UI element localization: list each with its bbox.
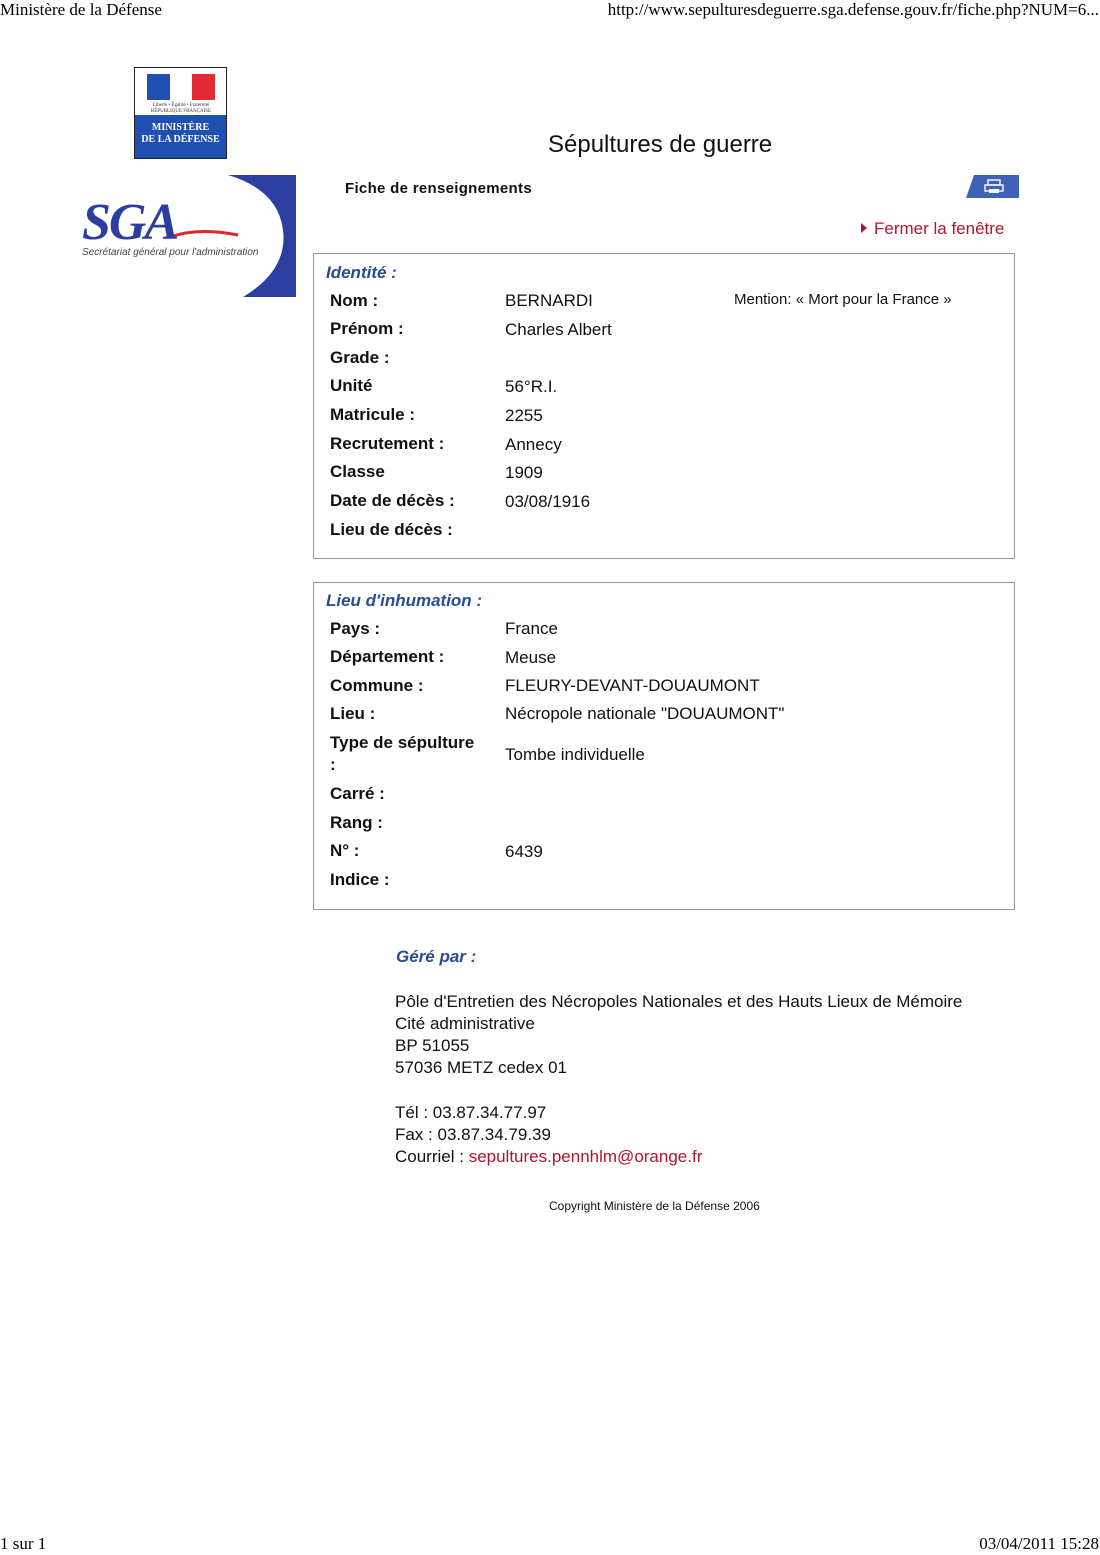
email-link[interactable]: sepultures.pennhlm@orange.fr — [468, 1147, 703, 1166]
ministry-text-2: DE LA DÉFENSE — [141, 134, 220, 145]
label-unite: Unité — [330, 376, 373, 395]
label-grade: Grade : — [330, 348, 390, 367]
flag-red — [192, 74, 215, 100]
ministry-text-1: MINISTÈRE — [151, 122, 210, 133]
value-numero: 6439 — [505, 842, 543, 861]
value-recrutement: Annecy — [505, 435, 562, 454]
value-matricule: 2255 — [505, 406, 543, 425]
print-header-title: Ministère de la Défense — [0, 0, 162, 19]
address-line-1: Pôle d'Entretien des Nécropoles Nationales et des Hauts Lieux de Mémoire — [395, 992, 963, 1011]
page-subtitle: Fiche de renseignements — [345, 180, 532, 197]
label-classe: Classe — [330, 462, 385, 481]
value-departement: Meuse — [505, 648, 557, 667]
page-title: Sépultures de guerre — [548, 131, 773, 158]
label-prenom: Prénom : — [330, 319, 404, 338]
flag-white — [170, 74, 193, 100]
value-unite: 56°R.I. — [505, 377, 558, 396]
close-window-label: Fermer la fenêtre — [874, 219, 1005, 238]
printer-icon — [984, 179, 1004, 194]
email-line — [395, 1147, 702, 1167]
print-footer-date: 03/04/2011 15:28 — [979, 1534, 1099, 1553]
arrow-right-icon — [861, 223, 867, 233]
value-prenom: Charles Albert — [505, 320, 612, 339]
value-nom: BERNARDI — [505, 291, 593, 310]
address-line-3: BP 51055 — [395, 1036, 470, 1055]
burial-panel — [313, 582, 1015, 910]
label-recrutement: Recrutement : — [330, 434, 445, 453]
print-button[interactable] — [966, 175, 1019, 198]
label-lieu: Lieu : — [330, 704, 376, 723]
value-type-sepulture: Tombe individuelle — [505, 745, 645, 764]
phone-number: Tél : 03.87.34.77.97 — [395, 1103, 547, 1122]
label-carre: Carré : — [330, 784, 385, 803]
identity-title: Identité : — [326, 263, 397, 282]
burial-title: Lieu d'inhumation : — [326, 591, 483, 610]
flag-blue — [147, 74, 170, 100]
french-flag-icon — [147, 74, 215, 100]
fax-number: Fax : 03.87.34.79.39 — [395, 1125, 551, 1144]
value-commune: FLEURY-DEVANT-DOUAUMONT — [505, 676, 760, 695]
label-type-sepulture: Type de sépulture — [330, 733, 475, 752]
ministry-logo — [134, 67, 227, 159]
label-commune: Commune : — [330, 676, 424, 695]
ministry-band — [135, 115, 226, 158]
label-pays: Pays : — [330, 619, 381, 638]
label-type-sepulture-colon: : — [330, 755, 336, 774]
identity-panel — [313, 253, 1015, 559]
label-matricule: Matricule : — [330, 405, 416, 424]
label-nom: Nom : — [330, 291, 379, 310]
managed-by-title: Géré par : — [396, 947, 477, 966]
republic-name: RÉPUBLIQUE FRANÇAISE — [150, 109, 212, 114]
value-lieu: Nécropole nationale "DOUAUMONT" — [505, 704, 785, 723]
label-date-deces: Date de décès : — [330, 491, 455, 510]
copyright-text: Copyright Ministère de la Défense 2006 — [549, 1199, 760, 1213]
sga-logo — [78, 175, 296, 297]
email-label: Courriel : — [395, 1147, 469, 1166]
label-numero: N° : — [330, 841, 360, 860]
label-departement: Département : — [330, 647, 445, 666]
value-pays: France — [505, 619, 558, 638]
address-line-2: Cité administrative — [395, 1014, 535, 1033]
sga-subtitle: Secrétariat général pour l'administration — [82, 247, 259, 258]
address-line-4: 57036 METZ cedex 01 — [395, 1058, 567, 1077]
republic-motto: Liberté • Égalité • Fraternité — [152, 103, 210, 108]
republic-text — [141, 103, 221, 115]
print-header-url: http://www.sepulturesdeguerre.sga.defense.gouv.fr/fiche.php?NUM=6... — [607, 0, 1099, 19]
mention-text: Mention: « Mort pour la France » — [734, 291, 952, 308]
print-footer-page: 1 sur 1 — [0, 1534, 47, 1553]
label-indice: Indice : — [330, 870, 390, 889]
label-rang: Rang : — [330, 813, 383, 832]
close-window-link[interactable] — [861, 219, 1004, 239]
value-date-deces: 03/08/1916 — [505, 492, 591, 511]
value-classe: 1909 — [505, 463, 543, 482]
sga-letters: SGA — [82, 194, 178, 251]
label-lieu-deces: Lieu de décès : — [330, 520, 453, 539]
